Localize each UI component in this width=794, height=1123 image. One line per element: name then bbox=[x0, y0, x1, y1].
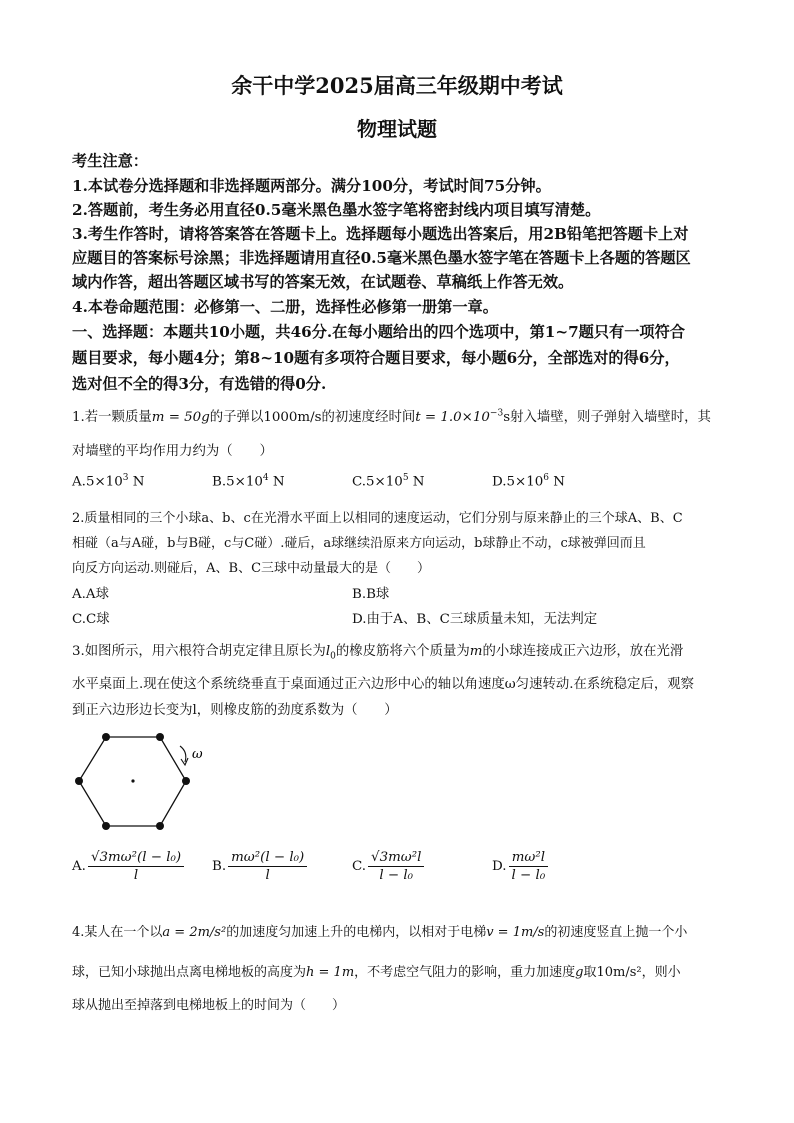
question-2-stem: 2.质量相同的三个小球a、b、c在光滑水平面上以相同的速度运动，它们分别与原来静止的三个球A、B、C bbox=[72, 511, 683, 526]
question-3-stem-line2: 水平桌面上.现在使这个系统绕垂直于桌面通过正六边形中心的轴以角速度ω匀速转动.在系统稳定后，观察 bbox=[72, 677, 695, 692]
notice-item: 4.本卷命题范围：必修第一、二册，选择性必修第一册第一章。 bbox=[72, 298, 498, 316]
ball bbox=[102, 733, 110, 741]
ball bbox=[156, 822, 164, 830]
question-2-stem: 向反方向运动.则碰后，A、B、C三球中动量最大的是（ ） bbox=[72, 561, 431, 576]
q1-option-c[interactable]: $C.5\times 10^5$ N bbox=[352, 473, 425, 490]
question-1-stem: 1.若一颗质量m = 50g的子弹以1000m/s的初速度经时间$t = 1.0\times 10^{-3}s$射入墙壁，则子弹射入墙壁时，其 bbox=[72, 408, 711, 425]
q3-option-a[interactable]: A. $\frac{\text{√3mω²(l − l₀)}}{l}$ bbox=[72, 850, 184, 883]
notice-item: 域内作答，超出答题区域书写的答案无效，在试题卷、草稿纸上作答无效。 bbox=[72, 273, 574, 291]
omega-label: ω bbox=[192, 747, 203, 762]
hexagon-diagram bbox=[70, 728, 210, 834]
question-3-stem-line3: 到正六边形边长变为l，则橡皮筋的劲度系数为（ ） bbox=[72, 703, 398, 718]
question-3-stem: 3.如图所示，用六根符合胡克定律且原长为$l_0$的橡皮筋将六个质量为m的小球连接成正六边形，放在光滑 bbox=[72, 644, 684, 662]
question-4-stem-line3: 球从抛出至掉落到电梯地板上的时间为（ ） bbox=[72, 998, 346, 1013]
q3-option-d[interactable]: D. $\frac{\text{mω²l}}{\text{l − l₀}}$ bbox=[492, 850, 548, 883]
hexagon-figure bbox=[70, 728, 210, 834]
notice-item: 3.考生作答时，请将答案答在答题卡上。选择题每小题选出答案后，用2B铅笔把答题卡上对 bbox=[72, 225, 689, 243]
section-instructions: 一、选择题：本题共10小题，共46分.在每小题给出的四个选项中，第1~7题只有一项符合 bbox=[72, 323, 685, 341]
arrowhead-icon bbox=[181, 758, 188, 765]
q2-option-b[interactable]: B.B球 bbox=[352, 587, 390, 602]
subject-title: 物理试题 bbox=[357, 117, 437, 141]
question-4-stem-line2: 球，已知小球抛出点离电梯地板的高度为h = 1m，不考虑空气阻力的影响，重力加速度g取10m/s²，则小 bbox=[72, 965, 681, 980]
ball bbox=[182, 777, 190, 785]
q2-option-a[interactable]: A.A球 bbox=[72, 587, 109, 602]
question-2-stem: 相碰（a与A碰，b与B碰，c与C碰）.碰后，a球继续沿原来方向运动，b球静止不动，c球被弹回而且 bbox=[72, 536, 646, 551]
ball bbox=[156, 733, 164, 741]
q1-option-d[interactable]: $D.5\times 10^6$ N bbox=[492, 473, 566, 490]
q2-option-c[interactable]: C.C球 bbox=[72, 612, 110, 627]
section-instructions: 题目要求，每小题4分；第8~10题有多项符合题目要求，每小题6分，全部选对的得6分， bbox=[72, 349, 680, 367]
ball bbox=[75, 777, 83, 785]
center-point bbox=[131, 779, 134, 782]
section-instructions: 选对但不全的得3分，有选错的得0分. bbox=[72, 375, 327, 393]
notice-heading: 考生注意： bbox=[72, 152, 148, 170]
question-1-stem-line2: 对墙壁的平均作用力约为（ ） bbox=[72, 444, 273, 459]
q3-option-b[interactable]: B. $\frac{\text{mω²(l − l₀)}}{l}$ bbox=[212, 850, 307, 883]
q1-option-a[interactable]: $A.5\times 10^3$ N bbox=[72, 473, 145, 490]
exam-title: 余干中学2025届高三年级期中考试 bbox=[231, 73, 563, 98]
ball bbox=[102, 822, 110, 830]
q3-option-c[interactable]: C. $\frac{\text{√3mω²l}}{\text{l − l₀}}$ bbox=[352, 850, 424, 883]
notice-item: 2.答题前，考生务必用直径0.5毫米黑色墨水签字笔将密封线内项目填写清楚。 bbox=[72, 201, 601, 219]
question-4-stem: 4.某人在一个以a = 2m/s²的加速度匀加速上升的电梯内，以相对于电梯v = 1m/s的初速度竖直上抛一个小 bbox=[72, 925, 688, 940]
q1-option-b[interactable]: $B.5\times 10^4$ N bbox=[212, 473, 285, 490]
notice-item: 应题目的答案标号涂黑；非选择题请用直径0.5毫米黑色墨水签字笔在答题卡上各题的答题区 bbox=[72, 249, 691, 267]
q2-option-d[interactable]: D.由于A、B、C三球质量未知，无法判定 bbox=[352, 612, 598, 627]
notice-item: 1.本试卷分选择题和非选择题两部分。满分100分，考试时间75分钟。 bbox=[72, 177, 551, 195]
